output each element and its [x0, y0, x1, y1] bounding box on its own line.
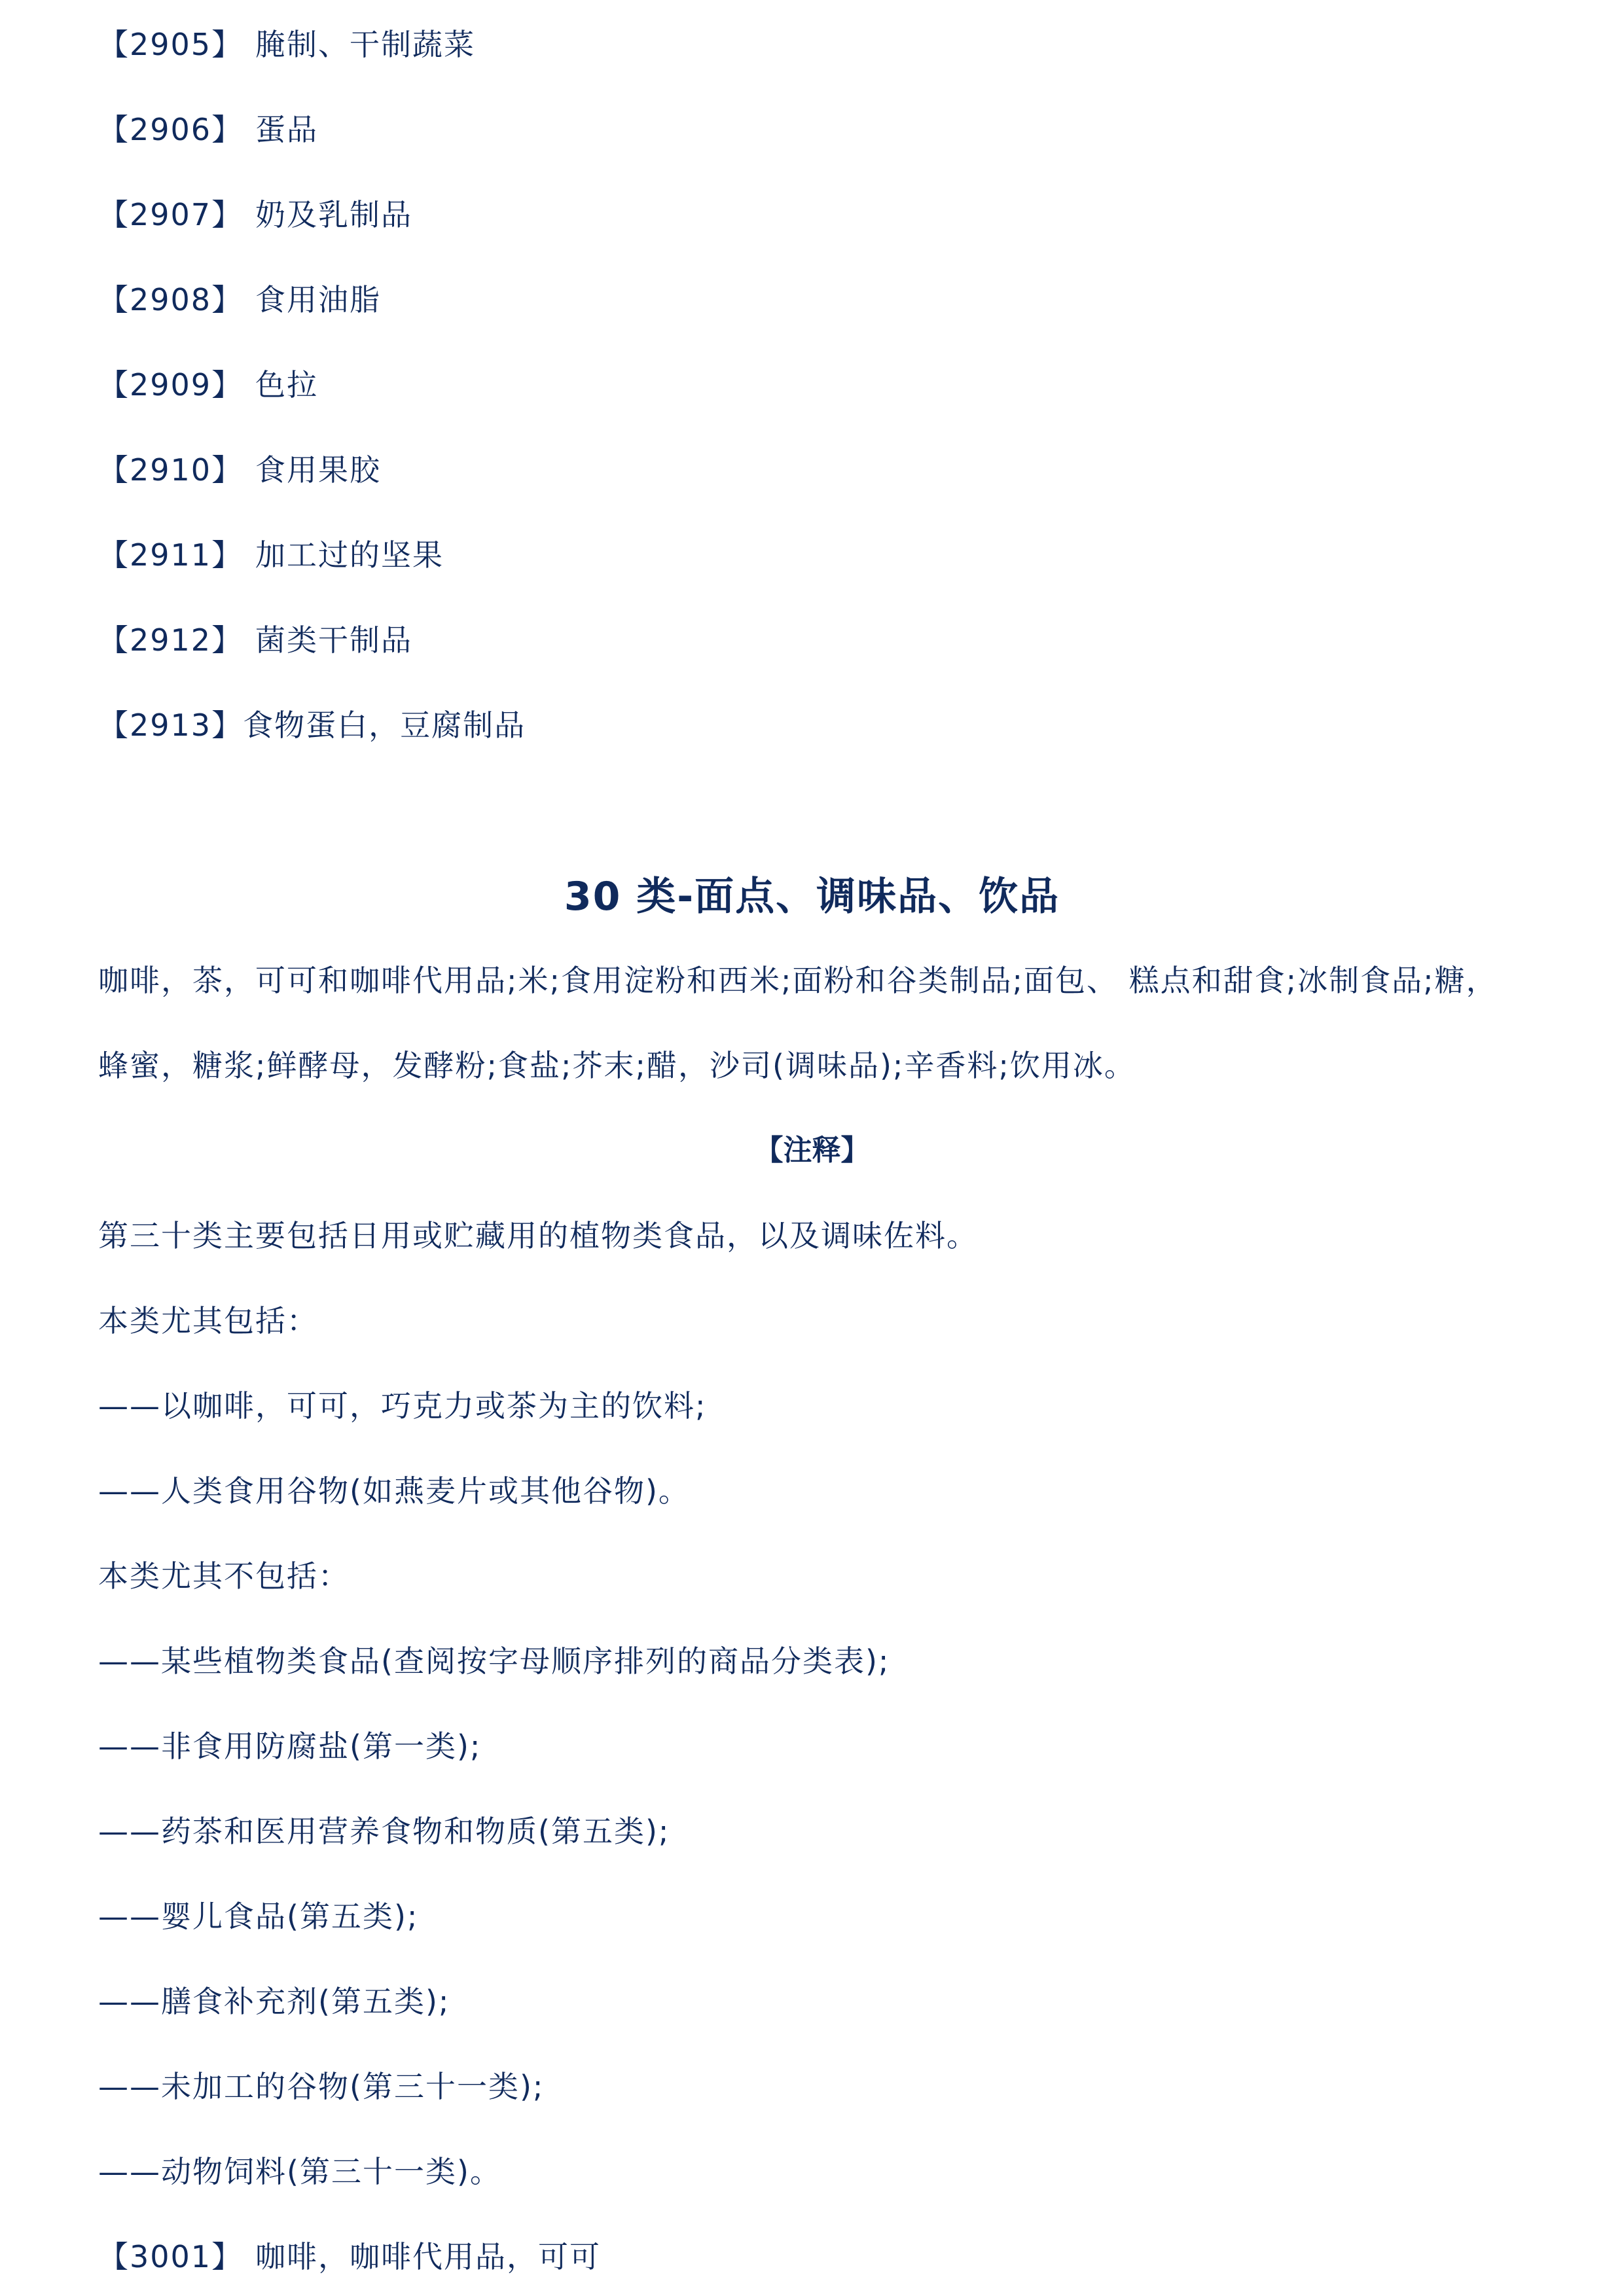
- item-text: 食用油脂: [255, 282, 381, 317]
- note-line: ——膳食补充剂(第五类);: [98, 1984, 450, 2019]
- item-code: 【2912】: [98, 622, 244, 658]
- list-item: [98, 534, 444, 576]
- list-item: [98, 364, 318, 406]
- item-text: 加工过的坚果: [255, 537, 444, 573]
- item-text: 咖啡，咖啡代用品，可可: [255, 2239, 601, 2274]
- note-line: ——婴儿食品(第五类);: [98, 1899, 419, 1934]
- item-code: 【2908】: [98, 282, 244, 317]
- item-code: 【2906】: [98, 112, 244, 147]
- note-line: 本类尤其不包括：: [98, 1558, 350, 1594]
- item-code: 【3001】: [98, 2239, 244, 2274]
- item-code: 【2905】: [98, 27, 244, 62]
- note-line: ——动物饲料(第三十一类)。: [98, 2154, 501, 2189]
- item-code: 【2910】: [98, 452, 244, 488]
- note-line: ——非食用防腐盐(第一类);: [98, 1729, 482, 1764]
- list-item: [98, 194, 412, 236]
- list-item: [98, 109, 318, 151]
- note-line: ——人类食用谷物(如燕麦片或其他谷物)。: [98, 1473, 690, 1509]
- item-code: 【2907】: [98, 197, 244, 232]
- item-text: 食物蛋白，豆腐制品: [243, 708, 526, 743]
- note-line: ——某些植物类食品(查阅按字母顺序排列的商品分类表);: [98, 1643, 890, 1679]
- item-code: 【2911】: [98, 537, 244, 573]
- list-item: [98, 704, 526, 746]
- note-line: ——药茶和医用营养食物和物质(第五类);: [98, 1814, 670, 1849]
- item-text: 腌制、干制蔬菜: [255, 27, 475, 62]
- list-item: [98, 24, 475, 65]
- item-text: 蛋品: [255, 112, 318, 147]
- item-text: 菌类干制品: [255, 622, 412, 658]
- section-title: 30 类-面点、调味品、饮品: [564, 874, 1060, 920]
- list-item: [98, 449, 381, 491]
- note-line: 本类尤其包括：: [98, 1303, 318, 1338]
- list-item: [98, 279, 381, 321]
- item-text: 色拉: [255, 367, 318, 403]
- item-text: 食用果胶: [255, 452, 381, 488]
- list-item: [98, 619, 412, 661]
- item-code: 【2913】: [98, 708, 244, 743]
- item-text: 奶及乳制品: [255, 197, 412, 232]
- note-line: ——未加工的谷物(第三十一类);: [98, 2069, 545, 2104]
- note-line: ——以咖啡，可可，巧克力或茶为主的饮料;: [98, 1388, 707, 1424]
- section-description-line-1: 咖啡，茶，可可和咖啡代用品;米;食用淀粉和西米;面粉和谷类制品;面包、 糕点和甜食;冰制食品;糖，: [98, 963, 1498, 998]
- note-line: 第三十类主要包括日用或贮藏用的植物类食品，以及调味佐料。: [98, 1218, 978, 1253]
- note-heading: 【注释】: [754, 1134, 870, 1167]
- section-description-line-2: 蜂蜜，糖浆;鲜酵母，发酵粉;食盐;芥末;醋，沙司(调味品);辛香料;饮用冰。: [98, 1048, 1136, 1083]
- list-item: [98, 2236, 601, 2278]
- item-code: 【2909】: [98, 367, 244, 403]
